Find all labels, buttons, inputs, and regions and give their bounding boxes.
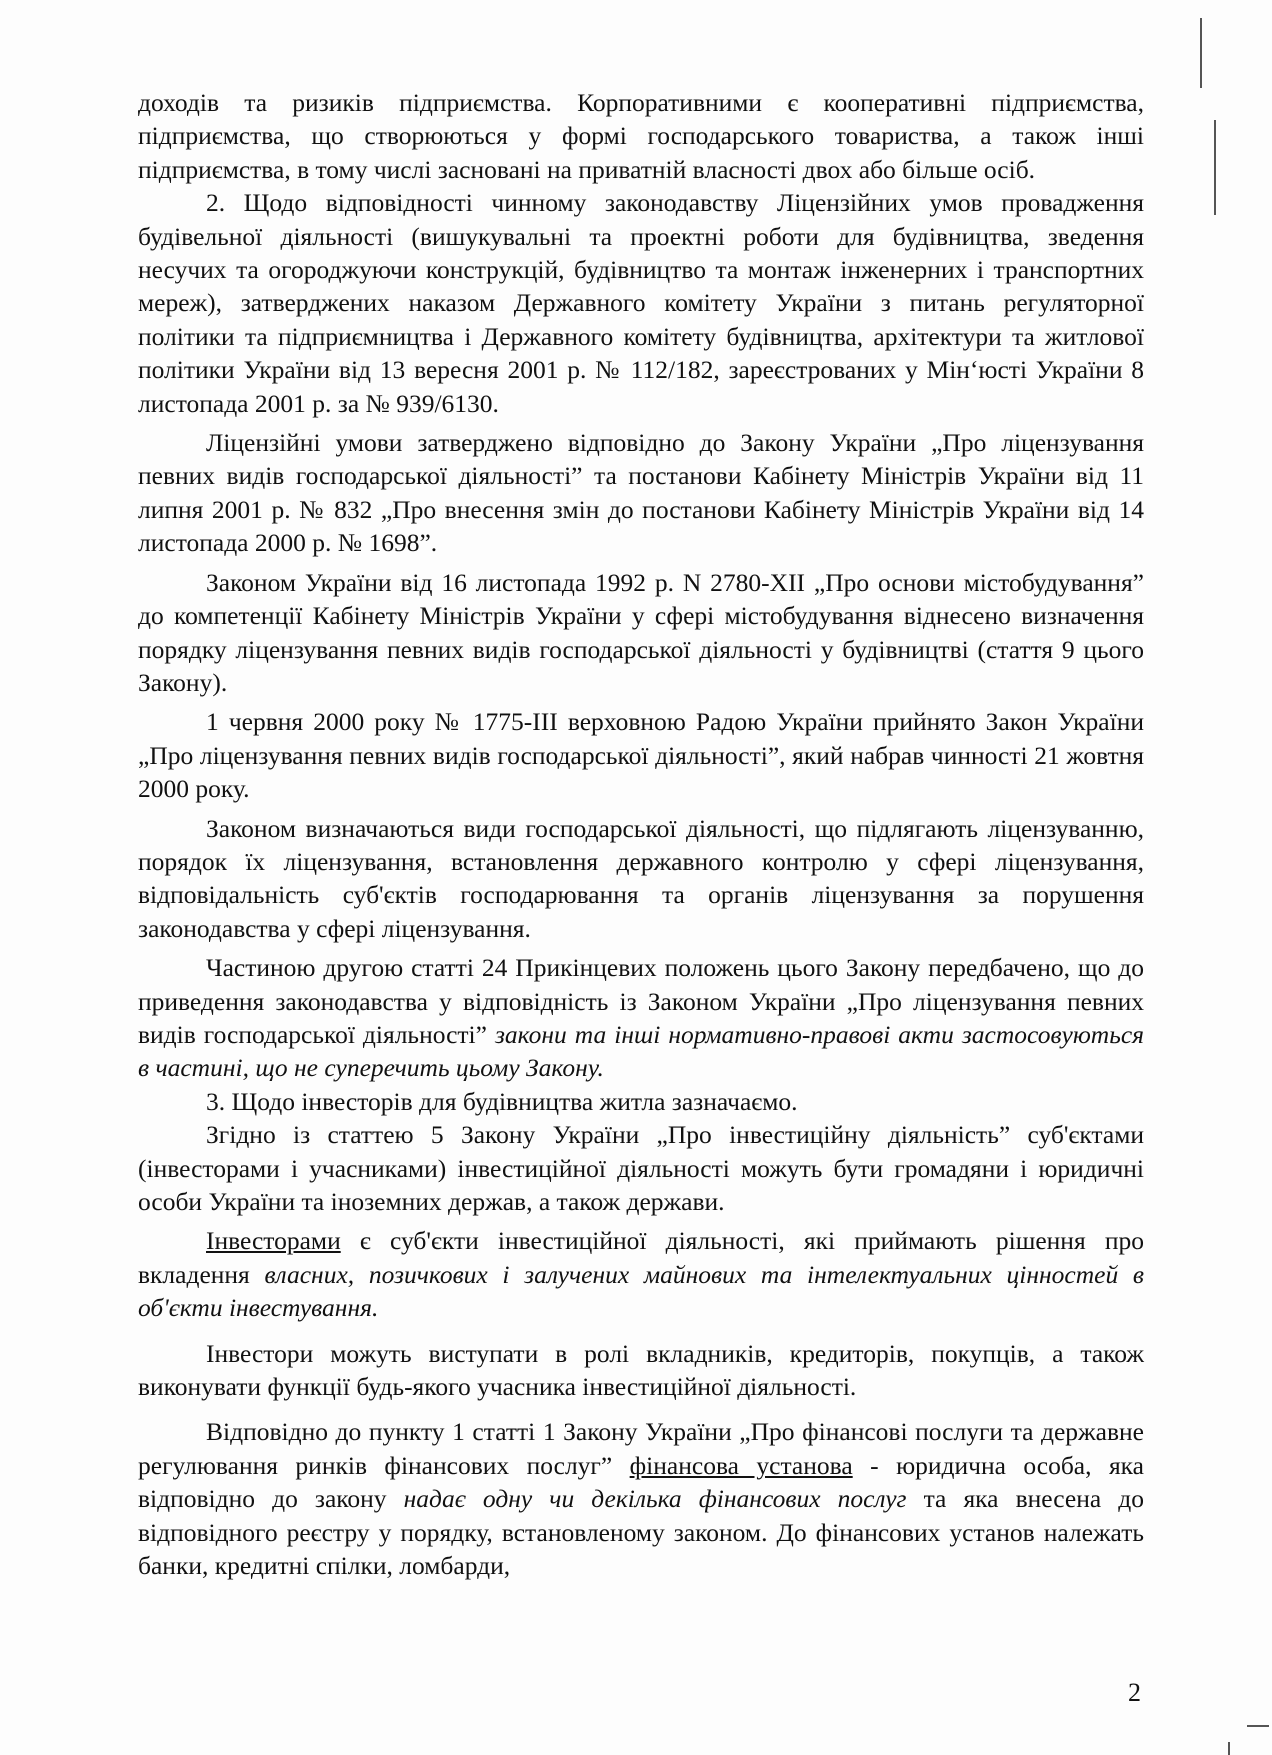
scan-edge-mark-lower — [1247, 1725, 1269, 1727]
paragraph-2 — [138, 186, 1144, 420]
paragraph-3 — [138, 426, 1144, 560]
paragraph-7-text: Частиною другою статті 24 Прикінцевих положень цього Закону передбачено, що до приведення законодавства у відповідність із Законом України „Про ліцензування певних видів господарської діяльності” — [138, 953, 1144, 1049]
paragraph-1-text: доходів та ризиків підприємства. Корпоративними є кооперативні підприємства, підприємства, що створюються у формі господарського товариства, а також інші підприємства, в тому числі засновані на приватній власності двох або більше осіб. — [138, 88, 1144, 184]
paragraph-6-text: Законом визначаються види господарської діяльності, що підлягають ліцензуванню, порядок їх ліцензування, встановлення державного контролю у сфері ліцензування, відповідальність суб'єктів господарювання та органів ліцензування за порушення законодавства у сфері ліцензування. — [138, 813, 1144, 943]
paragraph-1 — [138, 86, 1144, 186]
paragraph-9-text: Згідно із статтею 5 Закону України „Про інвестиційну діяльність” суб'єктами (інвесторами і учасниками) інвестиційної діяльності можуть бути громадяни і юридичні особи України та іноземних держав, а також держави. — [138, 1120, 1144, 1216]
paragraph-11-text: Інвестори можуть виступати в ролі вкладників, кредиторів, покупців, а також виконувати функції будь-якого учасника інвестиційної діяльності. — [138, 1338, 1144, 1402]
scan-edge-mark-middle — [1214, 120, 1216, 215]
financial-institution-term: фінансова установа — [629, 1450, 853, 1480]
paragraph-8-text: 3. Щодо інвесторів для будівництва житла зазначаємо. — [206, 1086, 798, 1116]
paragraph-11 — [138, 1337, 1144, 1404]
paragraph-10-text: є суб'єкти інвестиційної діяльності, які приймають рішення про вкладення — [138, 1226, 1144, 1289]
paragraph-5-text: 1 червня 2000 року № 1775-III верховною Радою України прийнято Закон України „Про ліцензування певних видів господарської діяльності”, який набрав чинності 21 жовтня 2000 року. — [138, 707, 1144, 804]
paragraph-8 — [138, 1085, 1144, 1118]
paragraph-6 — [138, 812, 1144, 946]
scan-edge-mark-top — [1200, 18, 1202, 88]
paragraph-12-text-a: Відповідно до пункту 1 статті 1 Закону України „Про фінансові послуги та державне регулювання ринків фінансових послуг” — [138, 1417, 1144, 1480]
paragraph-3-text: Ліцензійні умови затверджено відповідно до Закону України „Про ліцензування певних видів господарської діяльності” та постанови Кабінету Міністрів України від 11 липня 2001 р. № 832 „Про внесення змін до постанови Кабінету Міністрів України від 14 листопада 2000 р. № 1698”. — [138, 428, 1144, 558]
paragraph-10-italic: власних, позичкових і залучених майнових та інтелектуальних цінностей в об'єкти інвестування. — [138, 1259, 1144, 1323]
paragraph-12-text-b: - юридична особа, яка відповідно до закону — [138, 1450, 1144, 1514]
paragraph-2-text: 2. Щодо відповідності чинному законодавству Ліцензійних умов провадження будівельної діяльності (вишукувальні та проектні роботи для будівництва, зведення несучих та огороджуючи конструкцій, будівництво та монтаж інженерних і транспортних мереж), затверджених наказом Державного комітету України з питань регуляторної політики та підприємництва і Державного комітету будівництва, архітектури та житлової політики України від 13 вересня 2001 р. № 112/182, зареєстрованих у Мін‘юсті України 8 листопада 2001 р. за № 939/6130. — [138, 188, 1144, 418]
paragraph-12 — [138, 1415, 1144, 1582]
scan-edge-mark-bottom — [1228, 1742, 1230, 1755]
paragraph-4-text: Законом України від 16 листопада 1992 р. N 2780-XII „Про основи містобудування” до компетенції Кабінету Міністрів України у сфері містобудування віднесено визначення порядку ліцензування певних видів господарської діяльності у будівництві (стаття 9 цього Закону). — [138, 567, 1144, 697]
paragraph-7 — [138, 951, 1144, 1085]
paragraph-10 — [138, 1224, 1144, 1324]
document-body — [138, 86, 1144, 1582]
paragraph-4 — [138, 566, 1144, 700]
page-number: 2 — [1128, 1678, 1141, 1707]
paragraph-7-italic: закони та інші нормативно-правові акти застосовуються в частині, що не суперечить цьому Закону. — [138, 1019, 1145, 1083]
paragraph-12-text-c: та яка внесена до відповідного реєстру у порядку, встановленому законом. До фінансових установ належать банки, кредитні спілки, ломбарди, — [138, 1484, 1144, 1581]
paragraph-5 — [138, 705, 1144, 805]
investors-term: Інвесторами — [206, 1226, 341, 1256]
paragraph-9 — [138, 1118, 1144, 1218]
paragraph-12-italic: надає одну чи декілька фінансових послуг — [403, 1484, 907, 1514]
